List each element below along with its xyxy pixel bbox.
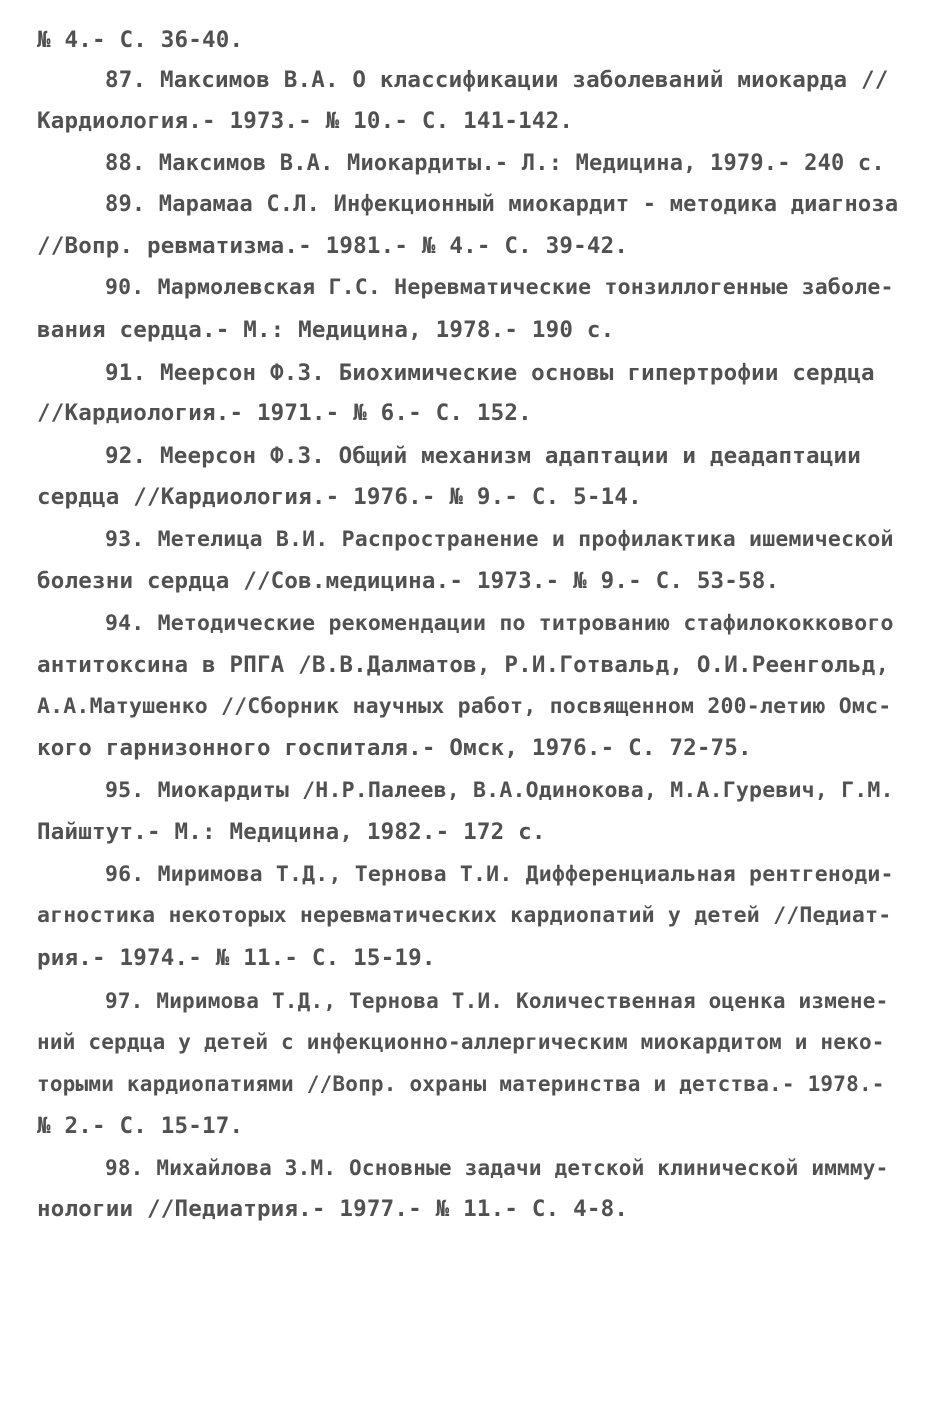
- text-line: кого гарнизонного госпиталя.- Омск, 1976.- С. 72-75.: [37, 735, 752, 761]
- text-line: 96. Миримова Т.Д., Тернова Т.И. Дифференциальная рентгеноди-: [105, 862, 894, 887]
- text-line: Кардиология.- 1973.- № 10.- С. 141-142.: [37, 108, 574, 134]
- text-line: сердца //Кардиология.- 1976.- № 9.- С. 5-14.: [37, 484, 642, 510]
- text-line: агностика некоторых неревматических кардиопатий у детей //Педиат-: [37, 903, 892, 928]
- text-line: № 2.- С. 15-17.: [37, 1113, 244, 1139]
- text-line: 98. Михайлова З.М. Основные задачи детской клинической иммму-: [105, 1156, 889, 1180]
- text-line: //Кардиология.- 1971.- № 6.- С. 152.: [37, 400, 532, 426]
- text-line: 91. Меерсон Ф.З. Биохимические основы гипертрофии сердца: [105, 360, 875, 386]
- text-line: 93. Метелица В.И. Распространение и профилактика ишемической: [105, 527, 894, 552]
- text-line: А.А.Матушенко //Сборник научных работ, посвященном 200-летию Омс-: [37, 694, 892, 719]
- text-line: 88. Максимов В.А. Миокардиты.- Л.: Медицина, 1979.- 240 с.: [105, 151, 885, 176]
- text-line: вания сердца.- М.: Медицина, 1978.- 190 с.: [37, 317, 615, 343]
- text-line: //Вопр. ревматизма.- 1981.- № 4.- С. 39-42.: [37, 233, 629, 259]
- text-line: 87. Максимов В.А. О классификации заболеваний миокарда //: [105, 67, 889, 93]
- text-line: антитоксина в РПГА /В.В.Далматов, Р.И.Готвальд, О.И.Реенгольд,: [37, 652, 890, 678]
- text-line: 89. Марамаа С.Л. Инфекционный миокардит - методика диагноза: [105, 192, 899, 217]
- text-line: 90. Мармолевская Г.С. Неревматические тонзиллогенные заболе-: [105, 275, 894, 300]
- text-line: 94. Методические рекомендации по титрованию стафилококкового: [105, 611, 894, 636]
- text-line: Пайштут.- М.: Медицина, 1982.- 172 с.: [37, 819, 546, 845]
- text-line: 92. Меерсон Ф.З. Общий механизм адаптации и деадаптации: [105, 443, 862, 469]
- text-line: 97. Миримова Т.Д., Тернова Т.И. Количественная оценка измене-: [105, 989, 889, 1013]
- text-line: болезни сердца //Сов.медицина.- 1973.- № 9.- С. 53-58.: [37, 568, 780, 594]
- text-line: ний сердца у детей с инфекционно-аллергическим миокардитом и неко-: [37, 1030, 885, 1054]
- text-line: торыми кардиопатиями //Вопр. охраны материнства и детства.- 1978.-: [37, 1072, 885, 1096]
- text-line: нологии //Педиатрия.- 1977.- № 11.- С. 4-8.: [37, 1196, 629, 1222]
- text-line: № 4.- С. 36-40.: [37, 27, 244, 53]
- text-line: рия.- 1974.- № 11.- С. 15-19.: [37, 945, 436, 971]
- text-line: 95. Миокардиты /Н.Р.Палеев, В.А.Одинокова, М.А.Гуревич, Г.М.: [105, 778, 894, 803]
